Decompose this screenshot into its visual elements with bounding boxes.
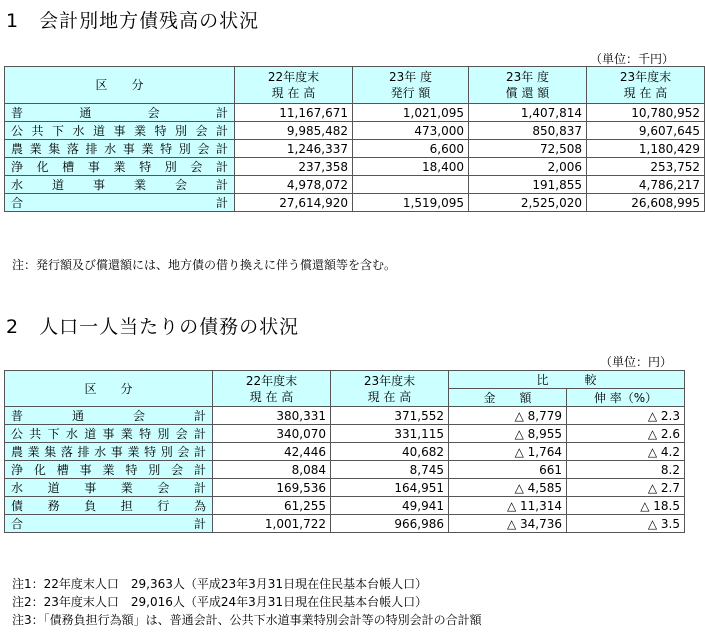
debt-balance-table xyxy=(4,66,705,212)
row-label: 農業集落排水事業特別会計 xyxy=(5,443,213,461)
row-value: △ 4,585 xyxy=(449,479,567,497)
row-value: 164,951 xyxy=(331,479,449,497)
row-value: △ 2.3 xyxy=(567,407,685,425)
row-value: 380,331 xyxy=(213,407,331,425)
row-value: △ 2.7 xyxy=(567,479,685,497)
section2-note-1: 注1：22年度末人口 29,363人（平成23年3月31日現在住民基本台帳人口） xyxy=(12,577,428,591)
row-value: 61,255 xyxy=(213,497,331,515)
row-value: △ 8,955 xyxy=(449,425,567,443)
table-row xyxy=(5,443,685,461)
table-row xyxy=(5,407,685,425)
table-row xyxy=(5,140,705,158)
row-label: 水道事業会計 xyxy=(5,479,213,497)
row-value: 169,536 xyxy=(213,479,331,497)
row-value: 237,358 xyxy=(235,158,353,176)
row-value: 253,752 xyxy=(587,158,705,176)
row-label: 浄化槽事業特別会計 xyxy=(5,158,235,176)
table-row xyxy=(5,158,705,176)
header-kubun: 区 分 xyxy=(5,67,235,104)
row-value: 966,986 xyxy=(331,515,449,533)
table-row xyxy=(5,461,685,479)
row-value: △ 18.5 xyxy=(567,497,685,515)
row-label: 普通会計 xyxy=(5,407,213,425)
row-value: △ 2.6 xyxy=(567,425,685,443)
row-value: 4,786,217 xyxy=(587,176,705,194)
row-label: 浄化槽事業特別会計 xyxy=(5,461,213,479)
row-value: 11,167,671 xyxy=(235,104,353,122)
row-value: 18,400 xyxy=(353,158,469,176)
section2-note-2: 注2：23年度末人口 29,016人（平成24年3月31日現在住民基本台帳人口） xyxy=(12,595,428,609)
row-value: △ 1,764 xyxy=(449,443,567,461)
section1-unit: （単位：千円） xyxy=(590,52,675,66)
row-value: 8,084 xyxy=(213,461,331,479)
section2-unit: （単位：円） xyxy=(600,355,673,369)
row-value: 40,682 xyxy=(331,443,449,461)
header-fy23-issued: 23年 度 発行 額 xyxy=(353,67,469,104)
row-value: 850,837 xyxy=(469,122,587,140)
row-value: 10,780,952 xyxy=(587,104,705,122)
row-value: 661 xyxy=(449,461,567,479)
row-value: 49,941 xyxy=(331,497,449,515)
row-label: 合計 xyxy=(5,515,213,533)
row-value: 1,180,429 xyxy=(587,140,705,158)
row-value: 340,070 xyxy=(213,425,331,443)
header-fy22-balance: 22年度末 現 在 高 xyxy=(235,67,353,104)
table-row xyxy=(5,425,685,443)
row-label: 普通会計 xyxy=(5,104,235,122)
section2-note-3: 注3：「債務負担行為額」は、普通会計、公共下水道事業特別会計等の特別会計の合計額 xyxy=(12,613,482,627)
row-label: 水道事業会計 xyxy=(5,176,235,194)
row-value: 8.2 xyxy=(567,461,685,479)
row-value: △ 4.2 xyxy=(567,443,685,461)
header-fy23-balance: 23年度末 現 在 高 xyxy=(331,371,449,407)
row-value: 26,608,995 xyxy=(587,194,705,212)
header-compare: 比 較 xyxy=(449,371,685,389)
row-value: 1,021,095 xyxy=(353,104,469,122)
row-value xyxy=(353,176,469,194)
row-value: 6,600 xyxy=(353,140,469,158)
row-value: 9,985,482 xyxy=(235,122,353,140)
table-row xyxy=(5,104,705,122)
row-label: 公共下水道事業特別会計 xyxy=(5,122,235,140)
row-value: 371,552 xyxy=(331,407,449,425)
row-value: 8,745 xyxy=(331,461,449,479)
row-label: 農業集落排水事業特別会計 xyxy=(5,140,235,158)
row-value: 27,614,920 xyxy=(235,194,353,212)
section2-title: 2 人口一人当たりの債務の状況 xyxy=(6,316,300,338)
row-value: △ 11,314 xyxy=(449,497,567,515)
row-value: 1,407,814 xyxy=(469,104,587,122)
table-row xyxy=(5,176,705,194)
row-value: 2,006 xyxy=(469,158,587,176)
row-value: 72,508 xyxy=(469,140,587,158)
row-value: 2,525,020 xyxy=(469,194,587,212)
row-label: 公共下水道事業特別会計 xyxy=(5,425,213,443)
section1-title: 1 会計別地方債残高の状況 xyxy=(6,10,260,32)
header-kubun: 区 分 xyxy=(5,371,213,407)
header-rate: 伸 率（%） xyxy=(567,389,685,407)
row-value: 331,115 xyxy=(331,425,449,443)
row-value: 4,978,072 xyxy=(235,176,353,194)
table-header xyxy=(5,67,705,104)
row-value: 1,246,337 xyxy=(235,140,353,158)
row-value: 191,855 xyxy=(469,176,587,194)
table-row xyxy=(5,515,685,533)
row-value: 9,607,645 xyxy=(587,122,705,140)
row-label: 債務負担行為 xyxy=(5,497,213,515)
row-value: 1,519,095 xyxy=(353,194,469,212)
row-value: 42,446 xyxy=(213,443,331,461)
row-label: 合計 xyxy=(5,194,235,212)
table-row xyxy=(5,122,705,140)
row-value: 473,000 xyxy=(353,122,469,140)
section1-note: 注：発行額及び償還額には、地方債の借り換えに伴う償還額等を含む。 xyxy=(12,258,397,272)
row-value: △ 8,779 xyxy=(449,407,567,425)
header-fy23-redeemed: 23年 度 償 還 額 xyxy=(469,67,587,104)
row-value: △ 3.5 xyxy=(567,515,685,533)
table-row xyxy=(5,194,705,212)
row-value: △ 34,736 xyxy=(449,515,567,533)
header-amount: 金 額 xyxy=(449,389,567,407)
per-capita-debt-table xyxy=(4,370,685,533)
header-fy23-balance: 23年度末 現 在 高 xyxy=(587,67,705,104)
header-fy22-balance: 22年度末 現 在 高 xyxy=(213,371,331,407)
row-value: 1,001,722 xyxy=(213,515,331,533)
table-row xyxy=(5,497,685,515)
table-header xyxy=(5,371,685,389)
table-row xyxy=(5,479,685,497)
